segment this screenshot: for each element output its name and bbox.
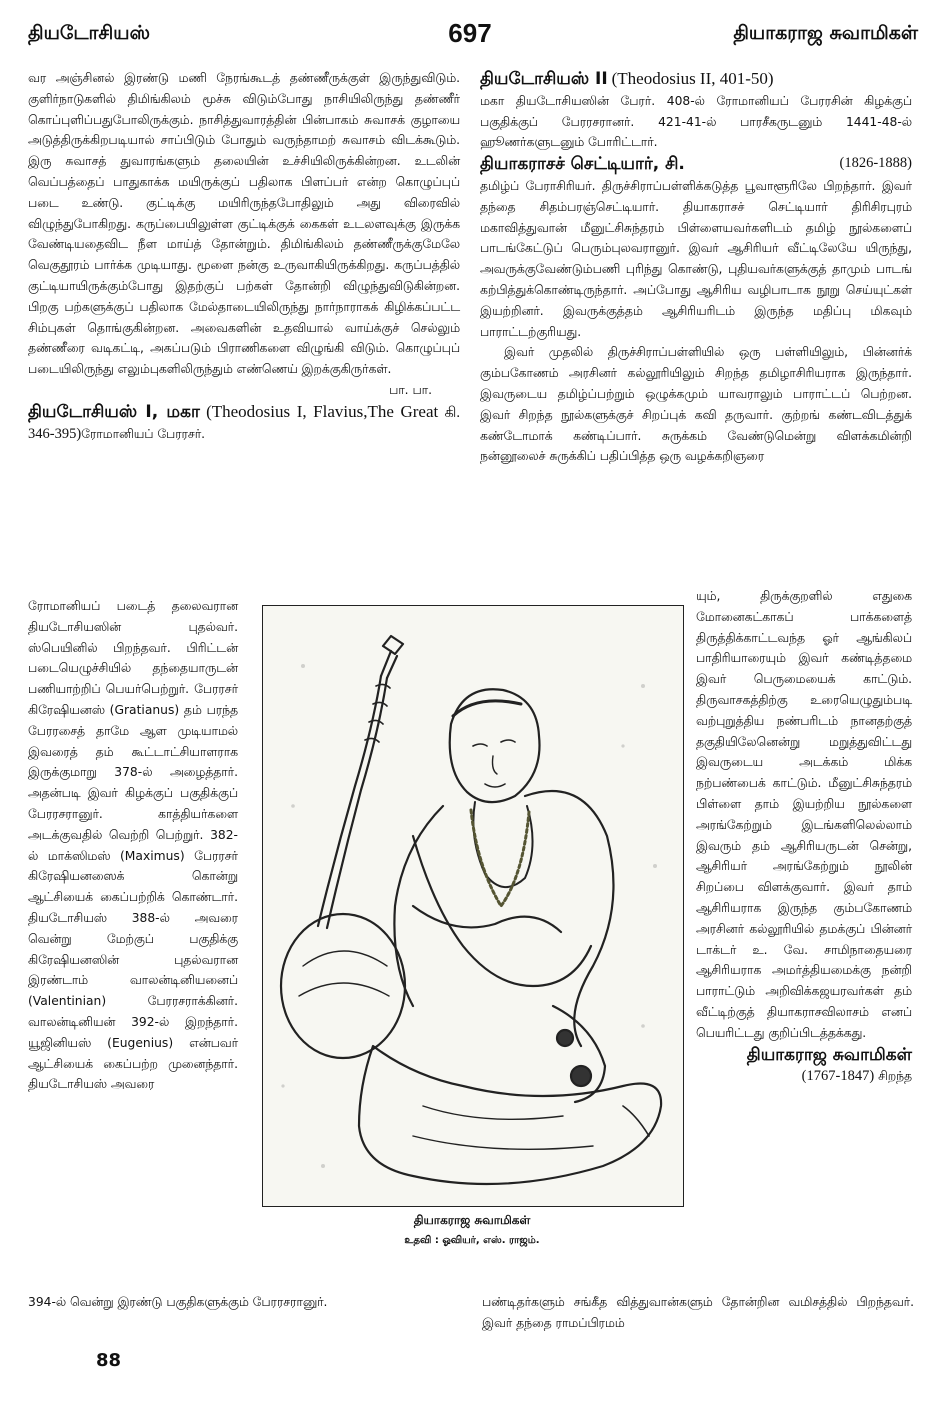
page-number-header: 697 [448, 18, 492, 48]
sketch-drawing [263, 606, 683, 1206]
entry-latin-name: (Theodosius I, Flavius,The Great [206, 401, 439, 421]
left-column-narrow [28, 596, 238, 1095]
veena-neck [318, 676, 381, 926]
right-hand [553, 1006, 605, 1102]
left-column-top [28, 68, 460, 444]
entry-latin-name-ii: (Theodosius II, 401-50) [611, 69, 774, 88]
figure-caption [262, 1213, 682, 1247]
veena-peg-head [383, 636, 403, 654]
theodosius-ii-body: மகா தியடோசியஸின் பேரர். 408-ல் ரோமானியப் பேரரசின் கிழக்குப் பகுதிக்குப் பேரரசரானர். 421-41-ல் பாரசீகருடனும் 1441-48-ல் ஹூணர்களுடனும் போரிட்டார். [480, 93, 912, 150]
whale-paragraph: வர அஞ்சினல் இரண்டு மணி நேரங்கூடத் தண்ணீருக்குள் இருந்துவிடும். குளிர்நாடுகளில் திமிங்கிலம் மூச்சு விடும்போது நாசியிலிருந்து தண்ணீர் கொப்புளிப்பதுபோலிருக்கும். நாசித்துவாரத்தின் பின்பாகம் சுவாசக் குழாயை அடுத்திருக்கிறபடியால் சாப்பிடும் போதும் வருந்தாமற் சுவாசம் விடக்கூடும். இரு சுவாசத் துவாரங்களும் தலையின் உச்சியிலிருக்கின்றன. உடலின் வெப்பத்தைப் பாதுகாக்க மயிருக்குப் பதிலாக பிளப்பர் என்ற கொழுப்புப் படை உண்டு. குட்டிக்கு மயிரிருந்தபோதிலும் அது விரைவில் விழுந்துபோகிறது. கருப்பையிலுள்ள குட்டிக்குக் கைகள் உடலளவுக்கு இருக்க வேண்டியதைவிட நீள மாய்த் தோன்றும். திமிங்கிலம் தண்ணீருக்குமேலே வெகுதூரம் பார்க்க முடியாது. மூளை நன்கு உருவாகியிருக்கிறது. கருப்பத்தில் குட்டியாயிருக்கும்போது இதற்குப் பற்கள் தோன்றி விழுந்துவிடுகின்றன. பிறகு பற்களுக்குப் பதிலாக மேல்தாடையிலிருந்து நார்நாராகக் கிழிக்கப்பட்ட சிம்புகள் தொங்குகின்றன. அவைகளின் உதவியால் வாய்க்குச் செல்லும் தண்ணீரை வடிகட்டி, அகப்படும் பிராணிகளை விழுங்கி விடும். கொழுப்புப் படையிலிருந்து எலும்புகளிலிருந்தும் எண்ணெய் இறக்குகிருர்கள். [28, 71, 460, 377]
bottom-right-text: பண்டிதர்களும் சங்கீத வித்துவான்களும் தோன்றின வமிசத்தில் பிறந்தவர். இவர் தந்தை ராமப்பிரமம் [482, 1295, 914, 1330]
head-outline [450, 689, 540, 802]
signature-mark: 88 [96, 1350, 122, 1371]
theodosius-i-body: ரோமானியப் படைத் தலைவரான தியடோசியஸின் புதல்வர். ஸ்பெயினில் பிறந்தவர். பிரிட்டன் படையெழுச்சியில் தந்தையாருடன் பணியாற்றிப் பெயர்பெற்றுர். பேரரசர் கிரேஷியனஸ் (Gratianus) தம் பரந்த பேரரசைத் தாமே ஆள முடியாமல் இவரைத் தம் கூட்டாட்சியாளராக இருக்குமாறு 378-ல் அழைத்தார். அதன்படி இவர் கிழக்குப் பகுதிக்குப் பேரரசரானுர். காத்தியர்களை அடக்குவதில் வெற்றி பெற்றுர். 382-ல் மாக்ஸிமஸ் (Maximus) பேரரசர் கிரேஷியனஸைக் கொன்று ஆட்சியைக் கைப்பற்றிக் கொண்டார். தியடோசியஸ் 388-ல் அவரை வென்று மேற்குப் பகுதிக்கு கிரேஷியனஸின் புதல்வரான இரண்டாம் வாலன்டினியனைப் (Valentinian) பேரரசராக்கினர். வாலன்டினியன் 392-ல் இறந்தார். யூஜினியஸ் (Eugenius) என்பவர் ஆட்சியைக் கைப்பற்ற முனைந்தார். தியடோசியஸ் அவரை [28, 599, 238, 1092]
running-head-left: தியடோசியஸ் [28, 22, 150, 44]
chettiyar-body-2: இவர் முதலில் திருச்சிராப்பள்ளியில் ஒரு பள்ளியிலும், பின்னர்க் கும்பகோணம் அரசினர் கல்லூரியிலும் சிறந்த தமிழாசிரியராக இருந்தார். இவருடைய தமிழ்ப்பற்றும் ஒழுக்கமும் யாவராலும் பாராட்டப் பெற்றன. இவர் சிறந்த நூல்களுக்குச் சிறப்புக் கவி தருவார். குற்றங் கண்டவிடத்துக் கண்டோமாக் கண்டிப்பார். சுருக்கம் வேண்டுமென்று விளக்கமின்றி நன்னூலைச் சுருக்கிப் பதிப்பித்த ஒரு வழக்கறிஞரை [480, 345, 912, 464]
entry-heading-theodosius-i: தியடோசியஸ் I, மகா [28, 401, 200, 422]
running-head-right: தியாகராஜ சுவாமிகள் [733, 22, 918, 44]
veena-resonator [281, 914, 405, 1058]
right-column-top [480, 68, 912, 467]
lower-garment [359, 1046, 661, 1184]
article-author: பா. பா. [389, 382, 432, 397]
entry-heading-theodosius-ii: தியடோசியஸ் II [480, 69, 608, 89]
entry-dates-thiyagaraja: (1767-1847) [801, 1068, 875, 1085]
right-column-narrow [696, 586, 912, 1087]
caption-credit: உதவி : ஓவியர், எஸ். ராஜம். [404, 1235, 540, 1246]
entry-heading-thiyagaraja: தியாகராஜ சுவாமிகள் [746, 1044, 912, 1065]
bottom-left-text: 394-ல் வென்று இரண்டு பகுதிகளுக்கும் பேரரசரானுர். [28, 1295, 328, 1309]
chettiyar-body-3: யும், திருக்குறளில் எதுகை மோனைகட்காகப் பாக்களைத் திருத்திக்காட்டவந்த ஓர் ஆங்கிலப் பாதிரியாரையும் இவர் கண்டித்தமை இவர் பெருமையைக் காட்டும். திருவாசகத்திற்கு உரையெழுதும்படி வற்புறுத்திய நண்பரிடம் நானதற்குத் தகுதியிலேனென்று மறுத்துவிட்டது இவருடைய அடக்கம் மிக்க நற்பண்பைக் காட்டும். மீனுட்சிசுந்தரம் பிள்ளை தாம் இயற்றிய நூல்களை அரங்கேற்றும் இடங்களிலெல்லாம் இவரும் தம் ஆசிரியருடன் சென்று, ஆசிரியர் அரங்கேற்றும் நூலின் சிறப்பை விளக்குவார். இவர் தாம் ஆசிரியராக இருந்த கும்பகோணம் அரசினர் கல்லூரியில் தமக்குப் பின்னர் டாக்டர் உ. வே. சாமிநாதையரை ஆசிரியராக அமர்த்தியமைக்கு நன்றி பாராட்டும் அறிவிக்கஜயரவர்கள் தம் வீட்டிற்குத் தியாகராசவிலாசம் எனப் பெயரிட்டது குறிப்பிடத்தக்கது. [696, 589, 912, 1040]
caption-title: தியாகராஜ சுவாமிகள் [413, 1213, 531, 1227]
entry-dates: கி. 346-395) [28, 404, 460, 442]
entry-lead-thiyagaraja: சிறந்த [878, 1069, 912, 1084]
entry-dates-chettiyar: (1826-1888) [839, 155, 912, 172]
chettiyar-body-1: தமிழ்ப் பேராசிரியர். திருச்சிராப்பள்ளிக்கடுத்த பூவாளூரிலே பிறந்தார். இவர் தந்தை சிதம்பரஞ்செட்டியார். தியாகராசச் செட்டியார் திரிசிரபுரம் மகாவித்துவான் மீனுட்சிசுந்தரம் பிள்ளையவர்களிடம் தமிழ் நூல்களைப் பாடங்கேட்டுப் பெரும்புலவரானுர். இவர் ஆசிரியர் வீட்டிலேயே யிருந்து, அவருக்குவேண்டும்பணி புரிந்து கொண்டு, புதியவர்களுக்குத் தாமும் பாடங் கற்பித்துக்கொண்டிருந்தார். அப்போது ஆசிரிய வழிபாடாக நூறு செய்யுட்கள் இயற்றினர். இவருக்குத்தம் ஆசிரியரிடம் இருந்த மதிப்பு மிகவும் பாராட்டற்குரியது. [480, 178, 912, 339]
entry-heading-thiyagarasa-chettiyar: தியாகராசச் செட்டியார், சி. [480, 154, 685, 175]
entry-lead-text: ரோமானியப் பேரரசர். [81, 426, 206, 441]
portrait-illustration [262, 605, 684, 1207]
